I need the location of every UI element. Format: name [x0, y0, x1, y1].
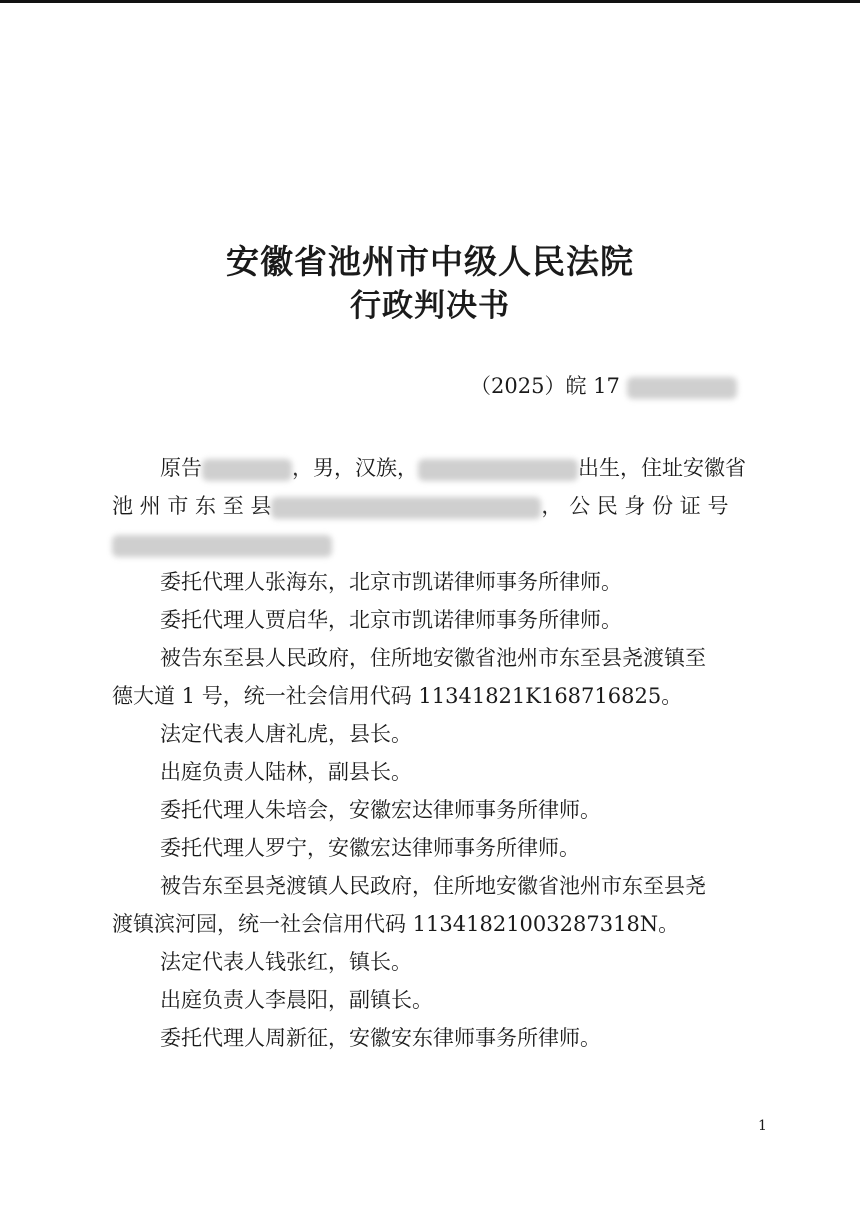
case-number-text: （2025）皖 17 — [470, 374, 620, 398]
text-line: 出庭负责人李晨阳，副镇长。 — [160, 988, 433, 1012]
text-line: 法定代表人钱张红，镇长。 — [160, 950, 412, 974]
text-line: 出庭负责人陆林，副县长。 — [160, 760, 412, 784]
redacted-case-number — [627, 377, 737, 399]
text-line: 委托代理人周新征，安徽安东律师事务所律师。 — [160, 1026, 601, 1050]
redacted-birthdate — [418, 459, 578, 481]
redacted-address — [271, 497, 541, 519]
plaintiff-info: ，男，汉族， — [292, 456, 418, 480]
plaintiff-label: 原告 — [160, 456, 202, 480]
plaintiff-birth-text: 出生，住址安徽省 — [578, 456, 746, 480]
text-line: 委托代理人张海东，北京市凯诺律师事务所律师。 — [160, 570, 622, 594]
top-border — [0, 0, 860, 3]
document-title: 行政判决书 — [350, 288, 510, 324]
case-number — [470, 370, 737, 400]
redacted-name — [202, 459, 292, 481]
text-line: 被告东至县尧渡镇人民政府，住所地安徽省池州市东至县尧 — [160, 874, 706, 898]
text-line: 委托代理人贾启华，北京市凯诺律师事务所律师。 — [160, 608, 622, 632]
text-line: 渡镇滨河园，统一社会信用代码 11341821003287318N。 — [112, 912, 680, 936]
plaintiff-line-1 — [0, 452, 860, 482]
text-line: 委托代理人朱培会，安徽宏达律师事务所律师。 — [160, 798, 601, 822]
text-line: 法定代表人唐礼虎，县长。 — [160, 722, 412, 746]
redacted-id-number — [112, 535, 332, 557]
page-number: 1 — [758, 1118, 767, 1134]
text-line: 被告东至县人民政府，住所地安徽省池州市东至县尧渡镇至 — [160, 646, 706, 670]
plaintiff-line-3 — [0, 532, 860, 557]
court-name: 安徽省池州市中级人民法院 — [226, 242, 634, 281]
plaintiff-id-label: ， 公 民 身 份 证 号 — [541, 494, 729, 518]
text-line: 德大道 1 号，统一社会信用代码 11341821K168716825。 — [112, 684, 683, 708]
text-line: 委托代理人罗宁，安徽宏达律师事务所律师。 — [160, 836, 580, 860]
plaintiff-address-prefix: 池 州 市 东 至 县 — [112, 494, 272, 518]
plaintiff-line-2 — [0, 490, 860, 520]
